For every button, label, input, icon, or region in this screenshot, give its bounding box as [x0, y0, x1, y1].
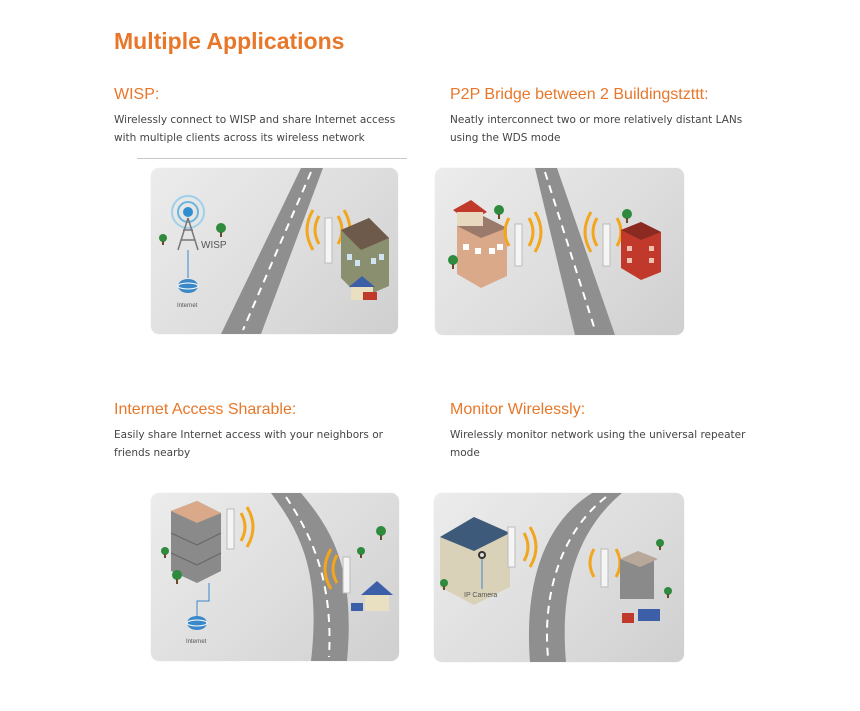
building-icon — [621, 222, 661, 280]
road — [271, 493, 349, 661]
internet-label: Internet — [186, 639, 207, 645]
desc-line: Neatly interconnect two or more relatively distant LANs — [450, 114, 743, 126]
access-point-icon — [343, 557, 350, 593]
access-point-icon — [603, 224, 610, 266]
access-point-icon — [227, 509, 234, 549]
monitor-illustration — [434, 493, 684, 662]
globe-icon — [187, 616, 207, 630]
cable — [197, 583, 209, 617]
desc-line: mode — [450, 447, 480, 459]
section-desc-p2p — [450, 111, 742, 147]
sharable-diagram — [151, 493, 399, 661]
access-point-icon — [508, 527, 515, 567]
desc-line: friends nearby — [114, 447, 191, 459]
access-point-icon — [515, 224, 522, 266]
desc-line: Wirelessly monitor network using the universal repeater — [450, 429, 746, 441]
section-title-p2p: P2P Bridge between 2 Buildingstzttt: — [450, 86, 709, 103]
desc-line: with multiple clients across its wireless network — [114, 132, 365, 144]
desc-line: Easily share Internet access with your neighbors or — [114, 429, 383, 441]
wisp-illustration — [151, 168, 398, 334]
house-icon — [351, 581, 393, 611]
section-title-sharable: Internet Access Sharable: — [114, 401, 297, 418]
desc-line: Wirelessly connect to WISP and share Internet access — [114, 114, 396, 126]
wisp-label: WISP — [201, 240, 227, 251]
wisp-diagram — [151, 168, 398, 334]
globe-icon — [178, 250, 198, 293]
p2p-diagram — [435, 168, 684, 335]
monitor-diagram — [434, 493, 684, 662]
page-title: Multiple Applications — [114, 28, 345, 54]
desc-line: using the WDS mode — [450, 132, 561, 144]
wifi-tower-icon — [172, 196, 204, 250]
internet-label: Internet — [177, 303, 198, 309]
sharable-illustration — [151, 493, 399, 661]
access-point-icon — [601, 549, 608, 587]
divider — [137, 158, 407, 159]
section-title-monitor: Monitor Wirelessly: — [450, 401, 586, 418]
ip-camera-label: IP Camera — [464, 592, 498, 599]
road — [221, 168, 323, 334]
p2p-illustration — [435, 168, 684, 335]
building-icon — [620, 551, 660, 623]
section-desc-sharable — [114, 426, 383, 462]
access-point-icon — [325, 218, 332, 263]
section-title-wisp: WISP: — [114, 86, 160, 103]
section-desc-monitor — [450, 426, 745, 462]
section-desc-wisp — [114, 111, 395, 147]
